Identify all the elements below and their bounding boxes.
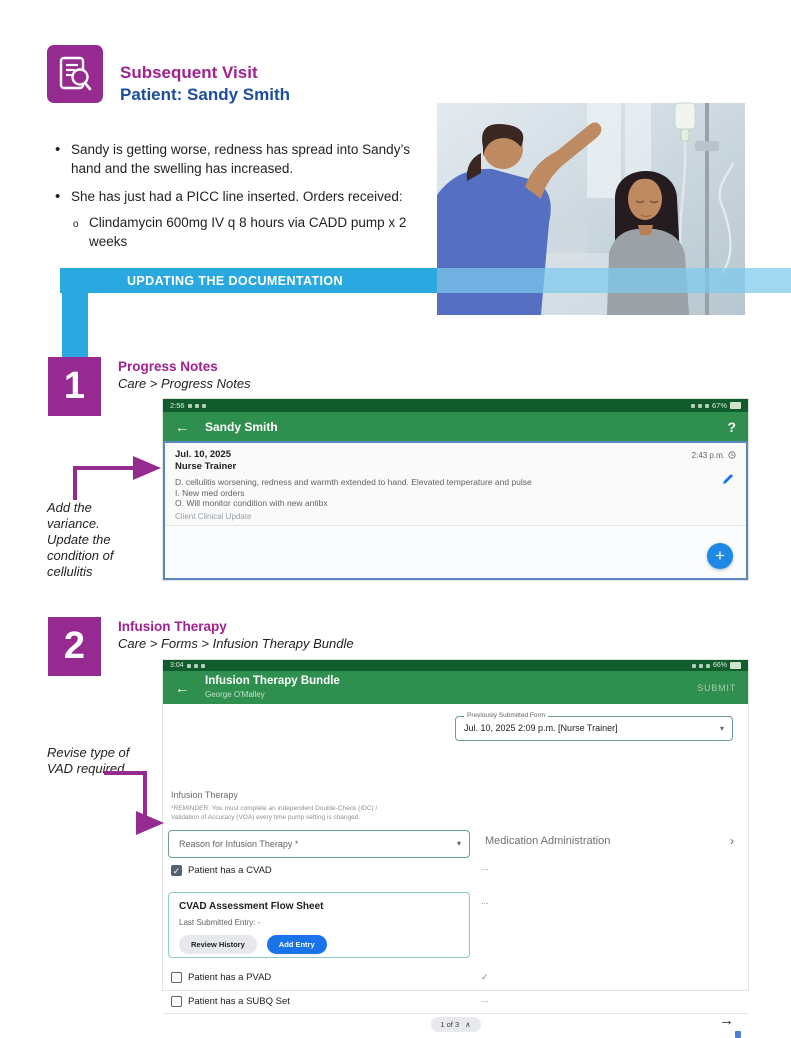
card-title: CVAD Assessment Flow Sheet (179, 901, 324, 912)
submit-button[interactable]: SUBMIT (697, 682, 736, 693)
checkbox-unchecked-icon[interactable] (171, 996, 182, 1007)
row-mark: ✓ (481, 972, 489, 982)
appbar-title: Sandy Smith (205, 419, 278, 434)
notification-icon (202, 404, 206, 408)
previous-form-dropdown[interactable] (455, 712, 733, 741)
step-number-text: 1 (63, 365, 86, 407)
plus-icon: + (715, 546, 725, 565)
step-2-title: Infusion Therapy (118, 619, 227, 634)
reminder-line: Validation of Accuracy (VOA) every time pump setting is changed. (171, 814, 361, 821)
notification-icon (187, 664, 191, 668)
help-icon[interactable]: ? (727, 418, 736, 435)
case-notes-list (47, 140, 439, 251)
signal-icon (706, 664, 710, 668)
edit-pencil-icon[interactable] (722, 473, 734, 485)
status-bar (163, 660, 748, 671)
back-arrow-icon[interactable]: ← (175, 679, 189, 696)
annotation-arrow-2 (100, 763, 172, 833)
sub-bullet-item: o Clindamycin 600mg IV q 8 hours via CADD pump x 2 weeks (47, 213, 439, 251)
patient-subtitle: Patient: Sandy Smith (120, 85, 291, 104)
row-mark: ... (481, 862, 489, 872)
form-panel (163, 704, 748, 1029)
checkbox-unchecked-icon[interactable] (171, 972, 182, 983)
battery-percent: 67% (711, 401, 727, 410)
reminder-line: *REMINDER: You must complete an independent Double-Check (IDC) / (171, 805, 378, 812)
doc-magnifier-glyph (57, 55, 93, 93)
previous-form-value: Jul. 10, 2025 2:09 p.m. [Nurse Trainer] (464, 723, 618, 733)
subq-checkbox-row[interactable] (171, 996, 290, 1007)
battery-icon (730, 402, 741, 409)
annotation-arrow-1 (58, 452, 168, 512)
add-entry-button[interactable]: Add Entry (267, 935, 327, 954)
notification-icon (188, 404, 192, 408)
reminder-text (171, 804, 377, 822)
banner-label: UPDATING THE DOCUMENTATION (127, 273, 343, 288)
progress-note-entry[interactable] (165, 443, 746, 526)
bullet-item: • Sandy is getting worse, redness has spread into Sandy’s hand and the swelling has increased. (47, 140, 439, 178)
notification-icon (201, 664, 205, 668)
infusion-therapy-screenshot (163, 660, 748, 1029)
review-history-button[interactable]: Review History (179, 935, 257, 954)
reason-dropdown-label: Reason for Infusion Therapy * (179, 839, 299, 849)
previous-form-label: Previously Submitted Form (464, 712, 548, 719)
back-arrow-icon[interactable]: ← (175, 418, 189, 435)
note-date: Jul. 10, 2025 (175, 449, 231, 460)
chevron-down-icon: ▾ (456, 839, 461, 849)
pvad-checkbox-row[interactable] (171, 972, 271, 983)
appbar-subtitle: George O'Malley (205, 689, 265, 699)
app-bar (163, 671, 748, 704)
page-indicator-label: 1 of 3 (440, 1020, 460, 1029)
note-time-wrap (692, 449, 736, 461)
banner-connector-bar (62, 292, 88, 358)
medication-administration-link[interactable]: Medication Administration (485, 835, 611, 847)
signal-icon (705, 404, 709, 408)
status-time: 2:56 (170, 401, 185, 410)
reason-dropdown[interactable] (168, 830, 470, 858)
step-number-text: 2 (63, 625, 86, 667)
status-time: 3:04 (170, 662, 184, 669)
checkbox-checked-icon[interactable]: ✓ (172, 866, 181, 876)
chevron-down-icon: ▾ (719, 723, 724, 733)
pvad-checkbox-label: Patient has a PVAD (188, 972, 272, 983)
app-bar (163, 412, 748, 441)
step-1-heading (118, 359, 251, 391)
note-line: I. New med orders (175, 487, 245, 498)
nfc-icon (698, 404, 702, 408)
notification-icon (194, 664, 198, 668)
annotation-add-variance: Add the variance. Update the condition of cellulitis (47, 500, 114, 579)
cvad-assessment-card (168, 892, 470, 958)
page-header (120, 62, 290, 106)
bullet-item: • She has just had a PICC line inserted. Orders received: (47, 187, 439, 206)
page-indicator[interactable] (430, 1017, 480, 1032)
row-mark: ... (481, 994, 489, 1004)
cvad-checkbox-row[interactable] (171, 865, 272, 876)
subq-checkbox-label: Patient has a SUBQ Set (188, 996, 290, 1007)
battery-icon (730, 662, 741, 669)
step-1-title: Progress Notes (118, 359, 218, 374)
note-line: O. Will monitor condition with new antibx (175, 498, 328, 508)
banner-overlay-segment (437, 268, 791, 293)
battery-percent: 66% (712, 662, 727, 669)
lock-icon (692, 664, 696, 668)
section-banner (60, 268, 791, 293)
keyboard-indicator-icon (735, 1031, 741, 1038)
notes-list-panel (163, 441, 748, 580)
status-bar (163, 399, 748, 412)
step-2-heading (118, 619, 354, 651)
card-last-submitted: Last Submitted Entry: - (179, 918, 261, 927)
next-page-arrow-icon[interactable]: → (719, 1012, 734, 1029)
progress-notes-screenshot (163, 399, 748, 580)
nfc-icon (699, 664, 703, 668)
note-category-tag: Client Clinical Update (175, 511, 252, 521)
add-note-fab[interactable] (707, 543, 733, 569)
banner-solid-segment (60, 268, 437, 293)
note-time: 2:43 p.m. (691, 450, 725, 460)
notification-icon (195, 404, 199, 408)
clock-icon (728, 451, 736, 459)
divider (163, 1013, 748, 1014)
appbar-title: Infusion Therapy Bundle (205, 674, 340, 687)
note-line: D. cellulitis worsening, redness and warmth extended to hand. Elevated temperature and pulse (175, 477, 532, 487)
step-2-number (48, 617, 101, 676)
collapse-icon: ∧ (465, 1020, 471, 1029)
page-title: Subsequent Visit (120, 63, 258, 82)
step-1-breadcrumb: Care > Progress Notes (118, 376, 251, 391)
step-2-breadcrumb: Care > Forms > Infusion Therapy Bundle (118, 636, 354, 651)
chevron-right-icon[interactable]: › (730, 834, 734, 848)
section-label: Infusion Therapy (171, 790, 238, 800)
lock-icon (691, 404, 695, 408)
annotation-revise-vad: Revise type of VAD required (47, 745, 130, 776)
step-1-number (48, 357, 101, 416)
row-mark: ... (481, 896, 489, 906)
document-search-icon (47, 45, 103, 103)
cvad-checkbox-label: Patient has a CVAD (188, 865, 272, 876)
note-author: Nurse Trainer (175, 461, 237, 472)
